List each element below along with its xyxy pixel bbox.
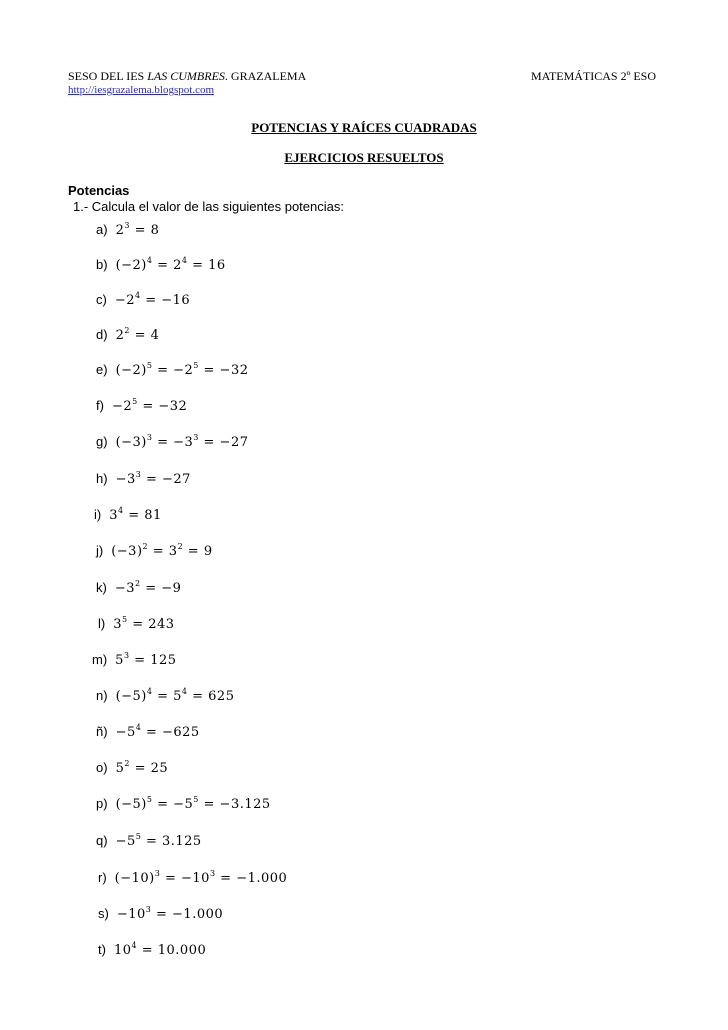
exercise-item: [96, 398, 187, 414]
exercise-expression: $(-3)^3 = -3^3 = -27$: [115, 433, 249, 450]
exponent: 2: [177, 542, 184, 551]
exercise-expression: $10^4 = 10.000$: [113, 941, 207, 958]
exponent: 3: [154, 869, 161, 878]
exponent: 2: [135, 579, 141, 588]
exercise-item: [96, 327, 159, 343]
exercise-item: [98, 906, 223, 922]
exercise-expression: $(-5)^5 = -5^5 = -3.125$: [115, 795, 271, 812]
exercise-label: f): [96, 398, 104, 413]
exercise-item: [98, 616, 175, 632]
exponent: 4: [181, 256, 188, 265]
exercise-label: a): [96, 222, 108, 237]
exercise-label: j): [96, 543, 104, 558]
header-school-name: LAS CUMBRES: [147, 69, 225, 83]
exponent: 4: [146, 687, 153, 696]
exercise-expression: $-3^3 = -27$: [115, 470, 191, 487]
exercise-expression: $5^3 = 125$: [115, 651, 177, 668]
exponent: 5: [132, 397, 138, 406]
exercise-label: r): [98, 870, 107, 885]
exercise-expression: $-2^5 = -32$: [111, 397, 188, 414]
exponent: 4: [181, 687, 188, 696]
exercise-label: o): [96, 760, 108, 775]
exercise-label: p): [96, 796, 108, 811]
exercise-label: m): [92, 652, 108, 667]
exponent: 4: [118, 506, 124, 515]
exercise-expression: $(-2)^4 = 2^4 = 16$: [115, 256, 226, 273]
exercise-label: k): [96, 580, 107, 595]
exponent: 2: [124, 759, 130, 768]
exercise-label: l): [98, 616, 106, 631]
page-subtitle: EJERCICIOS RESUELTOS: [284, 150, 444, 165]
exponent: 3: [146, 433, 153, 442]
exercise-label: n): [96, 688, 108, 703]
exponent: 5: [146, 361, 153, 370]
page-title: POTENCIAS Y RAÍCES CUADRADAS: [251, 120, 477, 135]
header-subject: MATEMÁTICAS 2º ESO: [530, 69, 656, 83]
exponent: 2: [124, 326, 130, 335]
exercise-item: [96, 724, 200, 740]
section-heading: Potencias: [68, 183, 130, 198]
header-school-suffix: . GRAZALEMA: [224, 69, 307, 83]
exponent: 2: [142, 542, 149, 551]
exercise-expression: $5^2 = 25$: [115, 759, 169, 776]
exponent: 5: [122, 615, 128, 624]
exercise-expression: $(-2)^5 = -2^5 = -32$: [115, 361, 249, 378]
exercise-item: [96, 434, 248, 450]
exponent: 3: [135, 470, 142, 479]
exercise-expression: $(-5)^4 = 5^4 = 625$: [115, 687, 235, 704]
exercise-label: b): [96, 257, 108, 272]
header-school: [68, 68, 306, 84]
exponent: 3: [123, 651, 130, 660]
blog-link[interactable]: http://iesgrazalema.blogspot.com: [68, 84, 215, 96]
exponent: 3: [209, 869, 216, 878]
exercise-item: [98, 942, 206, 958]
exponent: 3: [145, 905, 152, 914]
exponent: 3: [193, 433, 199, 442]
exercise-label: h): [96, 471, 108, 486]
exponent: 3: [124, 221, 130, 230]
exercise-item: [96, 257, 226, 273]
exponent: 4: [146, 256, 153, 265]
exercise-label: s): [98, 906, 109, 921]
exercise-item: [96, 471, 191, 487]
exercise-item: [96, 833, 202, 849]
exercise-expression: $(-3)^2 = 3^2 = 9$: [111, 542, 213, 559]
exercise-label: e): [96, 362, 108, 377]
exercise-expression: $-10^3 = -1.000$: [116, 905, 224, 922]
exercise-expression: $2^2 = 4$: [115, 326, 160, 343]
exponent: 4: [131, 941, 138, 950]
header-school-prefix: SESO DEL IES: [68, 69, 148, 83]
exercise-item: [96, 580, 181, 596]
exercise-item: [96, 222, 159, 238]
exercise-expression: $-5^5 = 3.125$: [115, 832, 202, 849]
exercise-expression: $3^4 = 81$: [109, 506, 162, 523]
exercise-label: d): [96, 327, 108, 342]
exercise-expression: $2^3 = 8$: [115, 221, 160, 238]
exercise-item: [92, 652, 177, 668]
exercise-item: [96, 292, 190, 308]
exercise-label: ñ): [96, 724, 108, 739]
exercise-label: t): [98, 942, 106, 957]
exercise-label: i): [94, 507, 102, 522]
exercise-item: [96, 760, 168, 776]
exponent: 5: [193, 795, 199, 804]
exercise-label: c): [96, 292, 107, 307]
exercise-expression: $(-10)^3 = -10^3 = -1.000$: [114, 869, 288, 886]
exponent: 5: [193, 361, 199, 370]
exercise-item: [94, 507, 162, 523]
exercise-expression: $-3^2 = -9$: [114, 579, 182, 596]
exponent: 5: [146, 795, 153, 804]
exercise-label: q): [96, 833, 108, 848]
exercise-item: [96, 796, 271, 812]
exponent: 4: [135, 291, 141, 300]
exercise-instruction: 1.- Calcula el valor de las siguientes potencias:: [73, 199, 344, 214]
exercise-item: [98, 870, 287, 886]
exponent: 4: [135, 723, 142, 732]
exercise-item: [96, 543, 213, 559]
exponent: 5: [135, 832, 142, 841]
exercise-item: [96, 688, 234, 704]
exercise-item: [96, 362, 248, 378]
exercise-expression: $3^5 = 243$: [113, 615, 175, 632]
exercise-expression: $-2^4 = -16$: [114, 291, 191, 308]
exercise-label: g): [96, 434, 108, 449]
exercise-expression: $-5^4 = -625$: [115, 723, 200, 740]
